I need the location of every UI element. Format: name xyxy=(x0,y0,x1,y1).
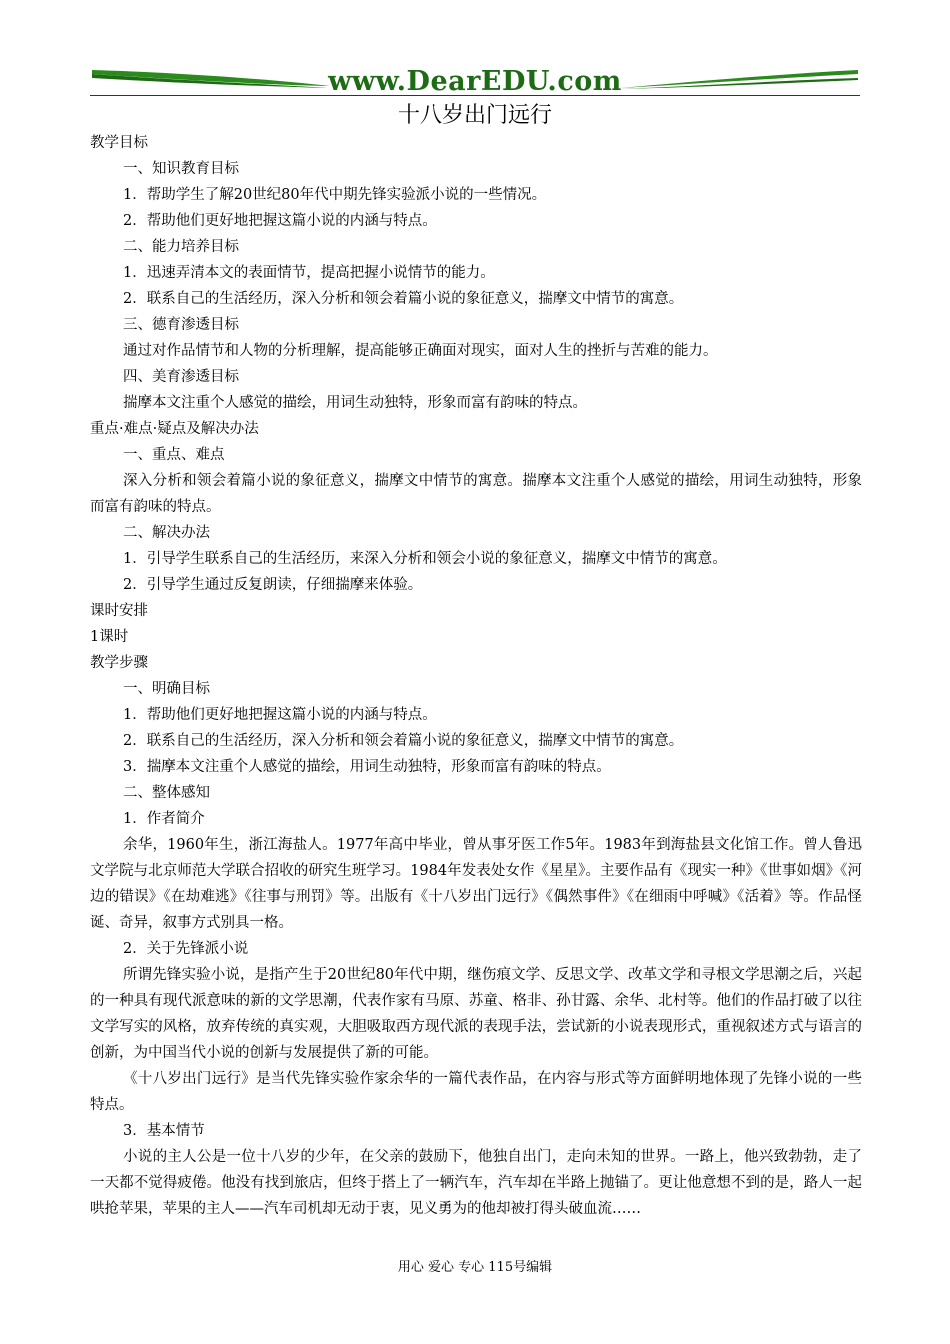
paragraph: 二、解决办法 xyxy=(123,525,210,541)
paragraph: 所谓先锋实验小说，是指产生于20世纪80年代中期，继伤痕文学、反思文学、改革文学和寻根文学思潮之后，兴起的一种具有现代派意味的新的文学思潮，代表作家有马原、苏童、格非、孙甘露、余华、北村等。他们的作品打破了以往文学写实的风格，放弃传统的真实观，大胆吸取西方现代派的表现手法，尝试新的小说表现形式，重视叙述方式与语言的创新，为中国当代小说的创新与发展提供了新的可能。 xyxy=(90,967,862,1061)
paragraph: 《十八岁出门远行》是当代先锋实验作家余华的一篇代表作品，在内容与形式等方面鲜明地体现了先锋小说的一些特点。 xyxy=(90,1071,862,1113)
paragraph: 1．引导学生联系自己的生活经历，来深入分析和领会小说的象征意义，揣摩文中情节的寓意。 xyxy=(123,551,727,567)
document-body xyxy=(90,130,862,1222)
site-logo[interactable]: www.DearEDU.com xyxy=(328,66,622,97)
header-divider xyxy=(90,95,860,96)
paragraph: 揣摩本文注重个人感觉的描绘，用词生动独特，形象而富有韵味的特点。 xyxy=(123,395,587,411)
paragraph: 3．基本情节 xyxy=(123,1123,205,1139)
paragraph: 四、美育渗透目标 xyxy=(123,369,239,385)
paragraph: 一、知识教育目标 xyxy=(123,161,239,177)
paragraph: 小说的主人公是一位十八岁的少年，在父亲的鼓励下，他独自出门，走向未知的世界。一路上，他兴致勃勃，走了一天都不觉得疲倦。他没有找到旅店，但终于搭上了一辆汽车，汽车却在半路上抛锚了。更让他意想不到的是，路人一起哄抢苹果，苹果的主人——汽车司机却无动于衷，见义勇为的他却被打得头破血流…… xyxy=(90,1149,862,1217)
paragraph: 一、重点、难点 xyxy=(123,447,225,463)
paragraph: 余华，1960年生，浙江海盐人。1977年高中毕业，曾从事牙医工作5年。1983年到海盐县文化馆工作。曾人鲁迅文学院与北京师范大学联合招收的研究生班学习。1984年发表处女作《星星》。主要作品有《现实一种》《世事如烟》《河边的错误》《在劫难逃》《往事与刑罚》等。出版有《十八岁出门远行》《偶然事件》《在细雨中呼喊》《活着》等。作品怪诞、奇异，叙事方式别具一格。 xyxy=(90,837,862,931)
paragraph: 1．帮助学生了解20世纪80年代中期先锋实验派小说的一些情况。 xyxy=(123,187,547,203)
paragraph: 1．帮助他们更好地把握这篇小说的内涵与特点。 xyxy=(123,707,437,723)
paragraph: 1课时 xyxy=(90,629,129,645)
paragraph: 2．联系自己的生活经历，深入分析和领会着篇小说的象征意义，揣摩文中情节的寓意。 xyxy=(123,291,684,307)
paragraph: 一、明确目标 xyxy=(123,681,210,697)
section-heading: 教学目标 xyxy=(90,135,148,151)
paragraph: 二、整体感知 xyxy=(123,785,210,801)
paragraph: 3．揣摩本文注重个人感觉的描绘，用词生动独特，形象而富有韵味的特点。 xyxy=(123,759,611,775)
paragraph: 深入分析和领会着篇小说的象征意义，揣摩文中情节的寓意。揣摩本文注重个人感觉的描绘，用词生动独特，形象而富有韵味的特点。 xyxy=(90,473,862,515)
document-title: 十八岁出门远行 xyxy=(397,103,552,128)
paragraph: 通过对作品情节和人物的分析理解，提高能够正确面对现实，面对人生的挫折与苦难的能力。 xyxy=(123,343,718,359)
paragraph: 2．关于先锋派小说 xyxy=(123,941,249,957)
paragraph: 2．联系自己的生活经历，深入分析和领会着篇小说的象征意义，揣摩文中情节的寓意。 xyxy=(123,733,684,749)
page-footer: 用心 爱心 专心 115号编辑 xyxy=(397,1260,553,1275)
paragraph: 1．作者简介 xyxy=(123,811,205,827)
paragraph: 1．迅速弄清本文的表面情节，提高把握小说情节的能力。 xyxy=(123,265,495,281)
section-heading: 重点·难点·疑点及解决办法 xyxy=(90,421,259,437)
paragraph: 2．帮助他们更好地把握这篇小说的内涵与特点。 xyxy=(123,213,437,229)
section-heading: 教学步骤 xyxy=(90,655,148,671)
section-heading: 课时安排 xyxy=(90,603,148,619)
paragraph: 二、能力培养目标 xyxy=(123,239,239,255)
paragraph: 2．引导学生通过反复朗读，仔细揣摩来体验。 xyxy=(123,577,423,593)
paragraph: 三、德育渗透目标 xyxy=(123,317,239,333)
site-header xyxy=(90,64,860,98)
